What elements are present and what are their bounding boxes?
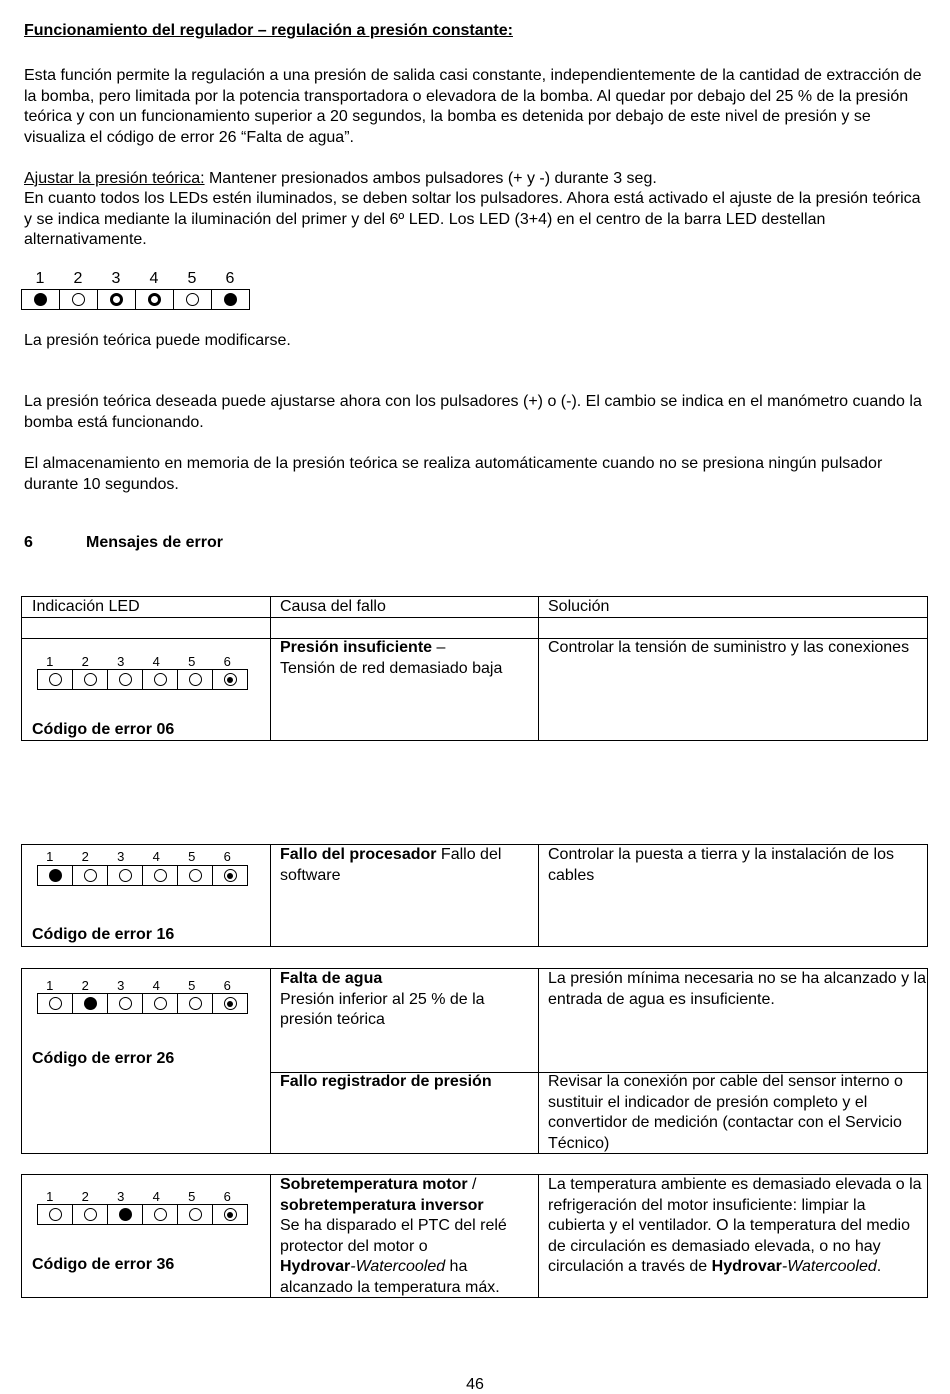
led-off-icon <box>119 869 132 882</box>
led-cell <box>142 669 178 690</box>
error-cause: Presión insuficiente – Tensión de red demasiado baja <box>280 639 503 677</box>
led-number: 3 <box>117 978 125 993</box>
intro-adjust-line <box>24 169 929 190</box>
led-number: 3 <box>117 1189 125 1204</box>
header-cause: Causa del fallo <box>280 598 386 615</box>
led-ring-icon <box>110 293 123 306</box>
header-solution: Solución <box>548 598 610 615</box>
led-cell <box>142 865 178 886</box>
led-off-icon <box>189 673 202 686</box>
led-number: 1 <box>46 978 54 993</box>
led-on-icon <box>34 293 47 306</box>
led-number: 2 <box>81 1189 89 1204</box>
error-solution: La presión mínima necesaria no se ha alcanzado y la entrada de agua es insuficiente. <box>548 970 926 1008</box>
led-ring-icon <box>148 293 161 306</box>
led-off-icon <box>189 869 202 882</box>
led-bar <box>37 669 248 690</box>
led-number: 4 <box>149 270 159 287</box>
led-number: 4 <box>152 849 160 864</box>
led-cell <box>107 669 143 690</box>
led-number: 2 <box>81 849 89 864</box>
led-on-icon <box>84 997 97 1010</box>
led-number: 2 <box>81 978 89 993</box>
error-code: Código de error 16 <box>32 926 175 943</box>
led-number-row <box>32 978 245 993</box>
led-number: 6 <box>223 1189 231 1204</box>
led-cell <box>212 993 248 1014</box>
led-cell <box>135 289 174 310</box>
led-target-icon <box>224 997 237 1010</box>
led-number: 1 <box>46 654 54 669</box>
error-solution: Controlar la puesta a tierra y la instalación de los cables <box>548 846 894 884</box>
error-table-36 <box>21 1174 928 1298</box>
led-cell <box>177 993 213 1014</box>
led-cell <box>72 1204 108 1225</box>
led-number: 2 <box>73 270 83 287</box>
led-number: 5 <box>188 1189 196 1204</box>
led-number: 3 <box>111 270 121 287</box>
led-off-icon <box>189 997 202 1010</box>
led-number: 1 <box>46 1189 54 1204</box>
led-number: 6 <box>223 849 231 864</box>
led-off-icon <box>49 1208 62 1221</box>
led-bar <box>21 289 250 310</box>
led-cell <box>59 289 98 310</box>
led-cell <box>107 993 143 1014</box>
led-cell <box>21 289 60 310</box>
led-cell <box>211 289 250 310</box>
page-number: 46 <box>466 1376 484 1393</box>
led-target-icon <box>224 1208 237 1221</box>
led-number: 1 <box>35 270 45 287</box>
led-off-icon <box>189 1208 202 1221</box>
led-off-icon <box>119 997 132 1010</box>
led-bar <box>37 993 248 1014</box>
error-code: Código de error 26 <box>32 1050 175 1067</box>
led-cell <box>173 289 212 310</box>
error-solution: Controlar la tensión de suministro y las conexiones <box>548 639 910 656</box>
led-cell <box>37 993 73 1014</box>
intro-paragraph-3: La presión teórica puede modificarse. <box>24 332 291 349</box>
led-number: 5 <box>188 654 196 669</box>
led-off-icon <box>154 869 167 882</box>
led-off-icon <box>49 997 62 1010</box>
led-number: 3 <box>117 849 125 864</box>
led-number: 6 <box>223 978 231 993</box>
led-off-icon <box>49 673 62 686</box>
error-table-06 <box>21 596 928 741</box>
led-cell <box>37 669 73 690</box>
led-number: 5 <box>188 978 196 993</box>
led-cell <box>72 993 108 1014</box>
led-number: 3 <box>117 654 125 669</box>
led-on-icon <box>49 869 62 882</box>
led-off-icon <box>154 673 167 686</box>
intro-paragraph-5: El almacenamiento en memoria de la presión teórica se realiza automáticamente cuando no se presiona ningún pulsador durante 10 segundos. <box>24 455 883 493</box>
error-code: Código de error 36 <box>32 1256 175 1273</box>
led-number: 1 <box>46 849 54 864</box>
led-number: 2 <box>81 654 89 669</box>
led-cell <box>37 1204 73 1225</box>
intro-paragraph-4: La presión teórica deseada puede ajustarse ahora con los pulsadores (+) o (-). El cambio se indica en el manómetro cuando la bomba está funcionando. <box>24 393 922 431</box>
led-number: 4 <box>152 654 160 669</box>
led-target-icon <box>224 869 237 882</box>
led-cell <box>72 865 108 886</box>
error-table-26 <box>21 968 928 1154</box>
header-led: Indicación LED <box>32 598 140 615</box>
intro-paragraph-1: Esta función permite la regulación a una presión de salida casi constante, independientemente de la cantidad de extracción de la bomba, pero limitada por la potencia transportadora o elevadora de la bomba. Al quedar por debajo del 25 % de la presión teórica y con un funcionamiento superior a 20 segundos, la bomba es detenida por debajo de este nivel de presión y se visualiza el código de error 26 “Falta de agua”. <box>24 67 922 146</box>
led-number-row <box>32 1189 245 1204</box>
adjust-text: Mantener presionados ambos pulsadores (+ y -) durante 3 seg. <box>204 170 657 187</box>
led-cell <box>177 669 213 690</box>
led-off-icon <box>186 293 199 306</box>
led-off-icon <box>154 1208 167 1221</box>
error-cause-secondary: Fallo registrador de presión <box>280 1073 492 1090</box>
led-off-icon <box>154 997 167 1010</box>
led-number: 5 <box>187 270 197 287</box>
led-number-row <box>32 654 245 669</box>
error-cause: Sobretemperatura motor / sobretemperatura inversor Se ha disparado el PTC del relé protector del motor o Hydrovar-Watercooled ha alcanzado la temperatura máx. <box>280 1176 507 1296</box>
led-off-icon <box>72 293 85 306</box>
led-cell <box>177 1204 213 1225</box>
led-cell <box>142 993 178 1014</box>
led-off-icon <box>84 869 97 882</box>
error-cause: Falta de agua Presión inferior al 25 % de la presión teórica <box>280 970 485 1028</box>
led-cell <box>212 669 248 690</box>
error-table-16 <box>21 844 928 947</box>
section-number: 6 <box>24 534 33 551</box>
led-on-icon <box>224 293 237 306</box>
led-number: 5 <box>188 849 196 864</box>
led-target-icon <box>224 673 237 686</box>
error-cause: Fallo del procesador Fallo del software <box>280 846 502 884</box>
led-cell <box>107 1204 143 1225</box>
led-number: 4 <box>152 978 160 993</box>
adjust-label: Ajustar la presión teórica: <box>24 170 205 187</box>
section-title: Mensajes de error <box>86 534 223 551</box>
intro-paragraph-2: En cuanto todos los LEDs estén iluminados, se deben soltar los pulsadores. Ahora está activado el ajuste de la presión teórica y se indica mediante la iluminación del primer y del 6º LED. Los LED (3+4) en el centro de la barra LED destellan alternativamente. <box>24 190 921 248</box>
led-cell <box>72 669 108 690</box>
led-off-icon <box>84 1208 97 1221</box>
led-cell <box>142 1204 178 1225</box>
led-number-row <box>21 270 249 288</box>
led-bar <box>37 1204 248 1225</box>
led-on-icon <box>119 1208 132 1221</box>
error-solution-secondary: Revisar la conexión por cable del sensor interno o sustituir el indicador de presión completo y el convertidor de medición (contactar con el Servicio Técnico) <box>548 1073 903 1152</box>
led-cell <box>107 865 143 886</box>
error-solution: La temperatura ambiente es demasiado elevada o la refrigeración del motor insuficiente: limpiar la cubierta y el ventilador. O la temperatura del medio de circulación es demasiado elevada, o no hay circulación a través de Hydrovar-Watercooled. <box>548 1176 922 1275</box>
page-title: Funcionamiento del regulador – regulación a presión constante: <box>24 22 513 39</box>
led-cell <box>97 289 136 310</box>
led-number: 6 <box>223 654 231 669</box>
error-code: Código de error 06 <box>32 721 175 738</box>
led-number: 6 <box>225 270 235 287</box>
led-cell <box>177 865 213 886</box>
led-off-icon <box>84 673 97 686</box>
led-number-row <box>32 849 245 864</box>
led-cell <box>37 865 73 886</box>
led-cell <box>212 1204 248 1225</box>
led-cell <box>212 865 248 886</box>
led-bar <box>37 865 248 886</box>
led-number: 4 <box>152 1189 160 1204</box>
led-off-icon <box>119 673 132 686</box>
